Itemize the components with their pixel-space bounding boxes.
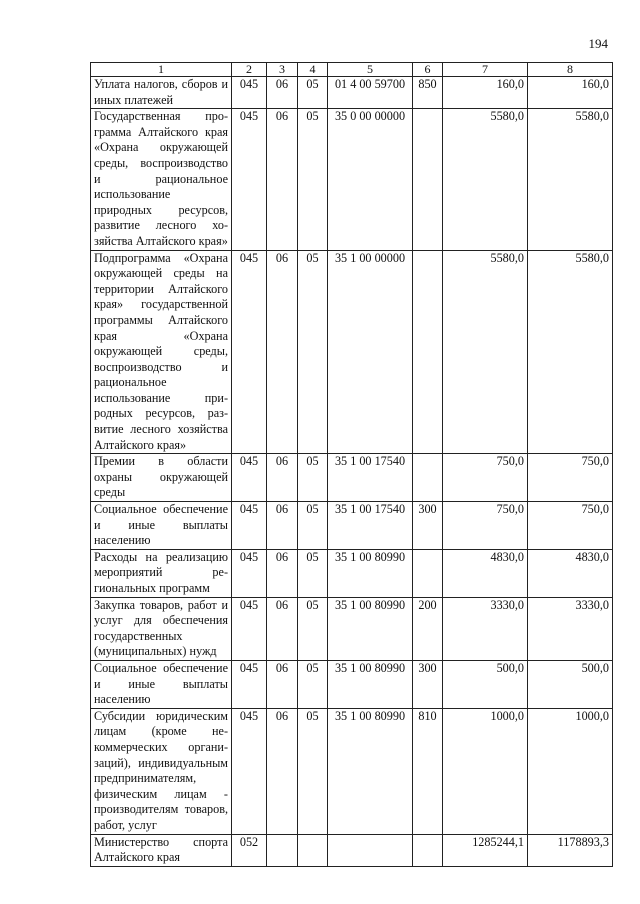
row-section-cell: [267, 834, 298, 866]
row-amount-year1-cell: 5580,0: [443, 250, 528, 454]
row-code-cell: 045: [232, 660, 267, 708]
table-row: [91, 250, 613, 454]
row-target-article-cell: 35 1 00 17540: [328, 454, 413, 502]
row-section-cell: 06: [267, 660, 298, 708]
row-section-cell: 06: [267, 77, 298, 109]
row-section-cell: 06: [267, 502, 298, 550]
row-amount-year2-cell: 1178893,3: [528, 834, 613, 866]
row-section-cell: 06: [267, 250, 298, 454]
row-amount-year2-cell: 750,0: [528, 502, 613, 550]
row-expense-type-cell: [413, 549, 443, 597]
row-expense-type-cell: [413, 454, 443, 502]
row-target-article-cell: 35 1 00 80990: [328, 708, 413, 834]
column-header: 6: [413, 63, 443, 77]
row-subsection-cell: 05: [298, 250, 328, 454]
row-subsection-cell: 05: [298, 597, 328, 660]
row-code-cell: 045: [232, 708, 267, 834]
row-subsection-cell: 05: [298, 660, 328, 708]
row-code-cell: 045: [232, 549, 267, 597]
row-amount-year2-cell: 500,0: [528, 660, 613, 708]
row-code-cell: 045: [232, 250, 267, 454]
row-name-cell: Социальное обеспечение и иные выплаты населению: [91, 660, 232, 708]
row-target-article-cell: 01 4 00 59700: [328, 77, 413, 109]
table-row: [91, 834, 613, 866]
row-amount-year1-cell: 1000,0: [443, 708, 528, 834]
row-amount-year1-cell: 3330,0: [443, 597, 528, 660]
row-code-cell: 052: [232, 834, 267, 866]
table-row: [91, 502, 613, 550]
row-target-article-cell: 35 1 00 80990: [328, 549, 413, 597]
column-header: 2: [232, 63, 267, 77]
row-code-cell: 045: [232, 454, 267, 502]
row-code-cell: 045: [232, 597, 267, 660]
table-row: [91, 109, 613, 250]
row-amount-year2-cell: 160,0: [528, 77, 613, 109]
row-expense-type-cell: 300: [413, 502, 443, 550]
row-name-cell: Субсидии юридическим лицам (кроме некоммерческих организаций), индивидуальным предпринимателям, физическим лицам - производителям товаров, работ, услуг: [91, 708, 232, 834]
row-expense-type-cell: 300: [413, 660, 443, 708]
row-name-cell: Уплата налогов, сборов и иных платежей: [91, 77, 232, 109]
row-target-article-cell: [328, 834, 413, 866]
row-expense-type-cell: [413, 250, 443, 454]
row-subsection-cell: 05: [298, 109, 328, 250]
row-amount-year2-cell: 1000,0: [528, 708, 613, 834]
table-row: [91, 660, 613, 708]
table-header-row: [91, 63, 613, 77]
row-amount-year1-cell: 4830,0: [443, 549, 528, 597]
row-name-cell: Государственная программа Алтайского края «Охрана окружающей среды, воспроизводство и рациональное использование природных ресурсов, развитие лесного хозяйства Алтайского края»: [91, 109, 232, 250]
row-section-cell: 06: [267, 549, 298, 597]
row-section-cell: 06: [267, 708, 298, 834]
row-expense-type-cell: 810: [413, 708, 443, 834]
row-amount-year1-cell: 1285244,1: [443, 834, 528, 866]
row-expense-type-cell: [413, 109, 443, 250]
row-code-cell: 045: [232, 502, 267, 550]
row-expense-type-cell: [413, 834, 443, 866]
row-subsection-cell: 05: [298, 549, 328, 597]
column-header: 7: [443, 63, 528, 77]
page-number: 194: [588, 36, 608, 51]
column-header: 3: [267, 63, 298, 77]
table-row: [91, 708, 613, 834]
row-target-article-cell: 35 0 00 00000: [328, 109, 413, 250]
row-code-cell: 045: [232, 109, 267, 250]
row-section-cell: 06: [267, 109, 298, 250]
row-subsection-cell: 05: [298, 708, 328, 834]
budget-table: [90, 62, 613, 867]
row-name-cell: Министерство спорта Алтайского края: [91, 834, 232, 866]
row-target-article-cell: 35 1 00 00000: [328, 250, 413, 454]
column-header: 4: [298, 63, 328, 77]
row-section-cell: 06: [267, 454, 298, 502]
row-subsection-cell: [298, 834, 328, 866]
row-amount-year2-cell: 4830,0: [528, 549, 613, 597]
row-target-article-cell: 35 1 00 17540: [328, 502, 413, 550]
table-row: [91, 77, 613, 109]
row-subsection-cell: 05: [298, 77, 328, 109]
row-amount-year2-cell: 3330,0: [528, 597, 613, 660]
row-target-article-cell: 35 1 00 80990: [328, 597, 413, 660]
table-row: [91, 549, 613, 597]
row-amount-year1-cell: 750,0: [443, 454, 528, 502]
row-amount-year2-cell: 5580,0: [528, 250, 613, 454]
row-name-cell: Подпрограмма «Охрана окружающей среды на территории Алтайского края» государственной программы Алтайского края «Охрана окружающей среды, воспроизводство и рациональное использование природных ресурсов, развитие лесного хозяйства Алтайского края»: [91, 250, 232, 454]
column-header: 5: [328, 63, 413, 77]
row-expense-type-cell: 200: [413, 597, 443, 660]
row-name-cell: Социальное обеспечение и иные выплаты населению: [91, 502, 232, 550]
row-amount-year1-cell: 750,0: [443, 502, 528, 550]
table-row: [91, 454, 613, 502]
row-subsection-cell: 05: [298, 502, 328, 550]
row-expense-type-cell: 850: [413, 77, 443, 109]
row-amount-year1-cell: 5580,0: [443, 109, 528, 250]
row-amount-year1-cell: 160,0: [443, 77, 528, 109]
row-amount-year2-cell: 750,0: [528, 454, 613, 502]
row-name-cell: Расходы на реализацию мероприятий региональных программ: [91, 549, 232, 597]
row-code-cell: 045: [232, 77, 267, 109]
column-header: 8: [528, 63, 613, 77]
row-name-cell: Закупка товаров, работ и услуг для обеспечения государственных (муниципальных) нужд: [91, 597, 232, 660]
row-amount-year1-cell: 500,0: [443, 660, 528, 708]
column-header: 1: [91, 63, 232, 77]
row-name-cell: Премии в области охраны окружающей среды: [91, 454, 232, 502]
row-section-cell: 06: [267, 597, 298, 660]
row-target-article-cell: 35 1 00 80990: [328, 660, 413, 708]
row-subsection-cell: 05: [298, 454, 328, 502]
table-row: [91, 597, 613, 660]
row-amount-year2-cell: 5580,0: [528, 109, 613, 250]
